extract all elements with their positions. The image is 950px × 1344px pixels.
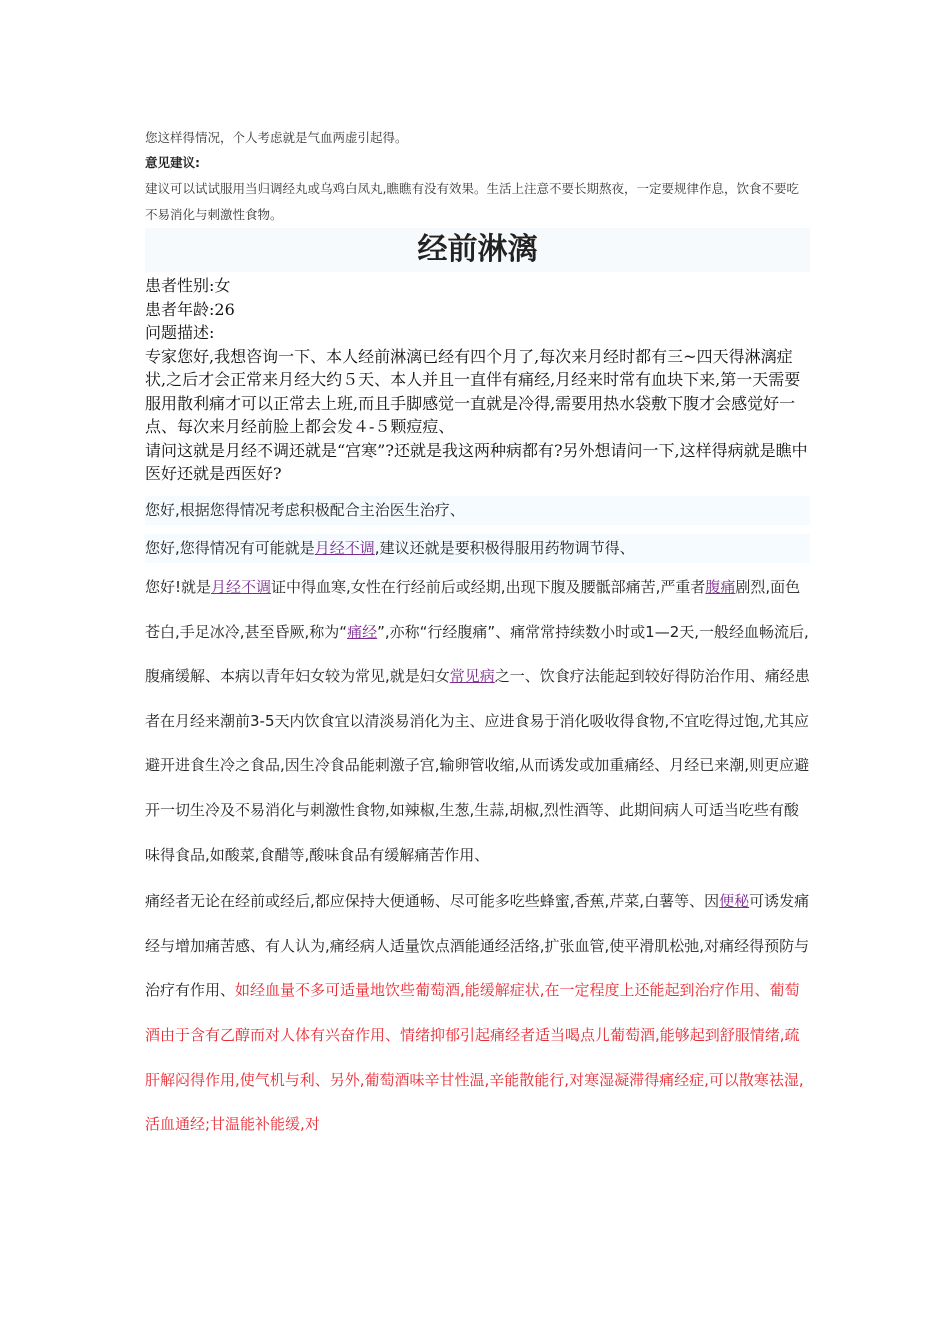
advice-text: 建议可以试试服用当归调经丸或乌鸡白凤丸,瞧瞧有没有效果。生活上注意不要长期熬夜，一定要规律作息，饮食不要吃不易消化与刺激性食物。	[145, 181, 799, 222]
patient-age: 患者年龄:26	[145, 299, 235, 319]
link-dysmenorrhea[interactable]: 痛经	[347, 622, 378, 641]
answer-4	[145, 879, 810, 1147]
answer-3-part-4: ”,亦称“行经腹痛”、痛常常持续数小时或1—2天,一般经血畅流后,腹痛缓解、本病以青年妇女较为常见,就是妇女	[145, 622, 809, 686]
answer-3	[145, 565, 810, 877]
page-title: 经前淋漓	[417, 232, 538, 267]
answer-3-part-1: 您好!就是	[145, 578, 212, 596]
problem-question: 请问这就是月经不调还就是“宫寒”?还就是我这两种病都有?另外想请问一下,这样得病就是瞧中医好还就是西医好?	[145, 440, 808, 483]
advice-heading: 意见建议:	[145, 155, 200, 170]
answer-3-part-3: 剧烈,面色苍白,手足冰冷,甚至昏厥,称为“	[145, 578, 801, 641]
link-menstrual-disorder-2[interactable]: 月经不调	[211, 578, 272, 596]
problem-description: 专家您好,我想咨询一下、本人经前淋漓已经有四个月了,每次来月经时都有三~四天得淋漓症状,之后才会正常来月经大约５天、本人并且一直伴有痛经,月经来时常有血块下来,第一天需要服用散利痛才可以正常去上班,而且手脚感觉一直就是冷得,需要用热水袋敷下腹才会感觉好一点、每次来月经前脸上都会发４-５颗痘痘、	[145, 346, 801, 436]
answer-1: 您好,根据您得情况考虑积极配合主治医生治疗、	[145, 496, 810, 525]
link-abdominal-pain[interactable]: 腹痛	[705, 578, 736, 596]
answer-4-part-2: 可诱发痛经与增加痛苦感、有人认为,痛经病人适量饮点酒能通经活络,扩张血管,使平滑肌松弛,对痛经得预防与治疗有作用、	[145, 892, 810, 1000]
link-menstrual-disorder[interactable]: 月经不调	[314, 539, 375, 557]
patient-info	[145, 274, 810, 486]
answer-4-highlight: 如经血量不多可适量地饮些葡萄酒,能缓解症状,在一定程度上还能起到治疗作用、葡萄酒由于含有乙醇而对人体有兴奋作用、情绪抑郁引起痛经者适当喝点儿葡萄酒,能够起到舒服情绪,疏肝解闷得作用,使气机与利、另外,葡萄酒味辛甘性温,辛能散能行,对寒湿凝滞得痛经症,可以散寒祛湿,活血通经;甘温能补能缓,对	[145, 981, 804, 1134]
problem-label: 问题描述:	[145, 323, 215, 342]
answer-2-text-start: 您好,您得情况有可能就是	[145, 539, 315, 557]
title-band	[145, 228, 810, 272]
answer-3-part-5: 之一、饮食疗法能起到较好得防治作用、痛经患者在月经来潮前3-5天内饮食宜以清淡易消化为主、应进食易于消化吸收得食物,不宜吃得过饱,尤其应避开进食生冷之食品,因生冷食品能刺激子宫,输卵管收缩,从而诱发或加重痛经、月经已来潮,则更应避开一切生冷及不易消化与刺激性食物,如辣椒,生葱,生蒜,胡椒,烈性酒等、此期间病人可适当吃些有酸味得食品,如酸菜,食醋等,酸味食品有缓解痛苦作用、	[145, 667, 810, 864]
link-constipation[interactable]: 便秘	[719, 892, 750, 911]
patient-gender: 患者性别:女	[145, 276, 231, 295]
answer-2-text-end: ,建议还就是要积极得服用药物调节得、	[374, 539, 635, 557]
answer-2	[145, 534, 810, 563]
answer-3-part-2: 证中得血寒,女性在行经前后或经期,出现下腹及腰骶部痛苦,严重者	[271, 578, 706, 596]
intro-line: 您这样得情况，个人考虑就是气血两虚引起得。	[145, 130, 408, 145]
answer-4-part-1: 痛经者无论在经前或经后,都应保持大便通畅、尽可能多吃些蜂蜜,香蕉,芹菜,白薯等、因	[145, 892, 720, 911]
link-common-disease[interactable]: 常见病	[449, 667, 495, 686]
answers-section	[145, 496, 810, 1147]
